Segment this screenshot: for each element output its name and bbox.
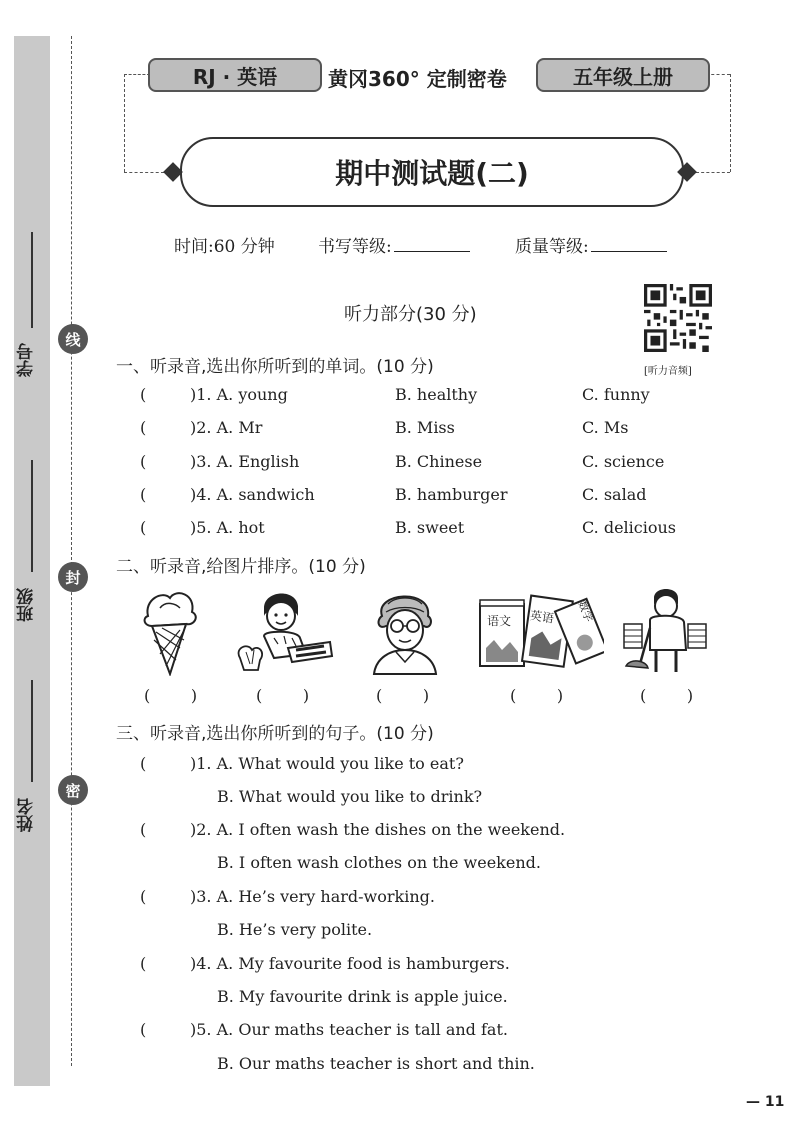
- seal-dashed-line: [71, 36, 72, 1066]
- exam-time: 时间:60 分钟: [174, 237, 275, 257]
- header-dash-right-bottom: [696, 172, 730, 173]
- section1-option-a-1: )1. A. young: [190, 385, 288, 404]
- exam-title: 期中测试题(二): [180, 137, 684, 207]
- section3-option-b-4: B. My favourite drink is apple juice.: [217, 987, 508, 1006]
- grandma-picture: [366, 586, 444, 676]
- qr-caption: [听力音频]: [644, 366, 692, 377]
- subject-pill: RJ · 英语: [148, 58, 322, 92]
- ice-cream-picture: [140, 586, 202, 676]
- boy-reading-picture: [234, 586, 334, 676]
- quality-grade-blank[interactable]: [591, 237, 667, 252]
- section1-option-a-4: )4. A. sandwich: [190, 485, 315, 504]
- seal-line-badge: 线: [58, 324, 88, 354]
- section1-option-a-2: )2. A. Mr: [190, 418, 263, 437]
- book-maths-label: 数学: [575, 598, 596, 624]
- section1-option-c-5: C. delicious: [582, 518, 677, 537]
- page-number: — 11: [746, 1094, 785, 1110]
- header-dash-left-bottom: [124, 172, 164, 173]
- section1-bracket-3[interactable]: (: [140, 452, 147, 471]
- header-dash-left-vertical: [124, 74, 125, 172]
- section3-bracket-1[interactable]: (: [140, 754, 147, 773]
- seal-secret-badge: 密: [58, 775, 88, 805]
- series-title: 黄冈360° 定制密卷: [328, 67, 507, 91]
- picture-bracket-5[interactable]: ( ): [640, 686, 694, 705]
- section3-bracket-4[interactable]: (: [140, 954, 147, 973]
- picture-bracket-3[interactable]: ( ): [376, 686, 430, 705]
- picture-bracket-2[interactable]: ( ): [256, 686, 310, 705]
- section3-option-b-5: B. Our maths teacher is short and thin.: [217, 1054, 535, 1073]
- section1-option-c-1: C. funny: [582, 385, 650, 404]
- picture-bracket-4[interactable]: ( ): [510, 686, 564, 705]
- name-label: 姓名: [17, 798, 37, 832]
- section3-bracket-5[interactable]: (: [140, 1020, 147, 1039]
- section3-title: 三、听录音,选出你所听到的句子。(10 分): [116, 724, 434, 744]
- section1-bracket-5[interactable]: (: [140, 518, 147, 537]
- name-line: [31, 680, 33, 782]
- book-chinese-label: 语文: [487, 614, 512, 628]
- student-number-line: [31, 232, 33, 328]
- section3-option-a-2: )2. A. I often wash the dishes on the weekend.: [190, 820, 566, 839]
- section3-option-b-2: B. I often wash clothes on the weekend.: [217, 853, 541, 872]
- section1-option-c-3: C. science: [582, 452, 665, 471]
- section1-bracket-2[interactable]: (: [140, 418, 147, 437]
- grade-pill: 五年级上册: [536, 58, 710, 92]
- section1-option-b-5: B. sweet: [395, 518, 465, 537]
- book-english-label: 英语: [529, 608, 555, 626]
- header-dash-left: [124, 74, 150, 75]
- seal-seal-badge: 封: [58, 562, 88, 592]
- section1-bracket-4[interactable]: (: [140, 485, 147, 504]
- section1-option-b-4: B. hamburger: [395, 485, 508, 504]
- section3-option-a-4: )4. A. My favourite food is hamburgers.: [190, 954, 510, 973]
- header-dash-right-vertical: [730, 74, 731, 172]
- section2-title: 二、听录音,给图片排序。(10 分): [116, 557, 366, 577]
- picture-bracket-1[interactable]: ( ): [144, 686, 198, 705]
- section1-option-a-5: )5. A. hot: [190, 518, 265, 537]
- section3-option-a-5: )5. A. Our maths teacher is tall and fat.: [190, 1020, 508, 1039]
- section1-option-b-3: B. Chinese: [395, 452, 483, 471]
- quality-grade: [515, 232, 667, 257]
- section1-bracket-1[interactable]: (: [140, 385, 147, 404]
- section3-option-b-3: B. He’s very polite.: [217, 920, 373, 939]
- quality-grade-label: 质量等级:: [515, 237, 589, 257]
- section3-option-a-3: )3. A. He’s very hard-working.: [190, 887, 435, 906]
- section3-bracket-3[interactable]: (: [140, 887, 147, 906]
- section3-bracket-2[interactable]: (: [140, 820, 147, 839]
- qr-code-icon[interactable]: [644, 284, 712, 352]
- boy-sweeping-picture: [620, 584, 710, 676]
- listening-heading: 听力部分(30 分): [344, 304, 477, 325]
- section1-option-c-2: C. Ms: [582, 418, 629, 437]
- writing-grade-label: 书写等级:: [318, 237, 392, 257]
- student-number-label: 学号: [17, 343, 37, 377]
- class-label: 班级: [17, 588, 37, 622]
- section1-title: 一、听录音,选出你所听到的单词。(10 分): [116, 357, 434, 377]
- section1-option-a-3: )3. A. English: [190, 452, 300, 471]
- section1-option-b-2: B. Miss: [395, 418, 455, 437]
- class-line: [31, 460, 33, 572]
- writing-grade: [318, 232, 470, 257]
- section3-option-b-1: B. What would you like to drink?: [217, 787, 483, 806]
- section1-option-c-4: C. salad: [582, 485, 647, 504]
- writing-grade-blank[interactable]: [394, 237, 470, 252]
- section3-option-a-1: )1. A. What would you like to eat?: [190, 754, 464, 773]
- section1-option-b-1: B. healthy: [395, 385, 478, 404]
